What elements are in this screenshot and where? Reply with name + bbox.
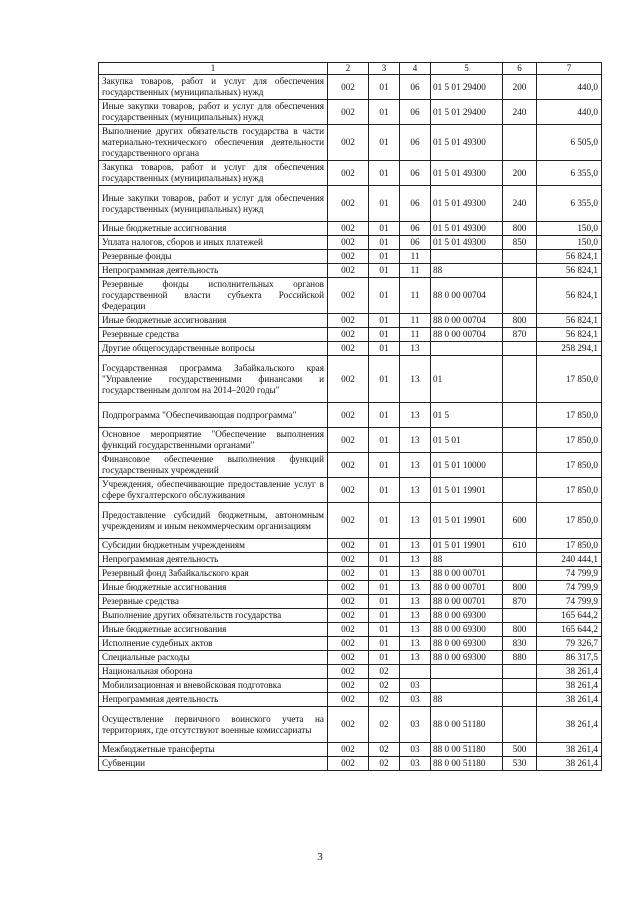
cell-section: 02	[369, 757, 400, 771]
cell-target-article: 88 0 00 69300	[431, 623, 503, 637]
table-row	[99, 125, 602, 161]
cell-target-article: 88 0 00 00701	[431, 581, 503, 595]
cell-admin-code: 002	[328, 75, 369, 100]
cell-expense-type: 800	[503, 314, 537, 328]
cell-section: 01	[369, 125, 400, 161]
cell-name: Резервные фонды	[99, 250, 328, 264]
cell-section: 01	[369, 342, 400, 356]
cell-section: 01	[369, 328, 400, 342]
header-cell-1: 1	[99, 63, 328, 75]
cell-target-article: 88 0 00 00704	[431, 278, 503, 314]
cell-admin-code: 002	[328, 707, 369, 743]
cell-subsection: 13	[400, 539, 431, 553]
cell-admin-code: 002	[328, 553, 369, 567]
cell-amount: 17 850,0	[537, 428, 602, 453]
cell-section: 01	[369, 264, 400, 278]
cell-section: 01	[369, 503, 400, 539]
cell-target-article: 88	[431, 553, 503, 567]
cell-subsection: 06	[400, 75, 431, 100]
cell-expense-type: 880	[503, 651, 537, 665]
cell-name: Финансовое обеспечение выполнения функций государственных учреждений	[99, 453, 328, 478]
cell-admin-code: 002	[328, 453, 369, 478]
header-cell-4: 4	[400, 63, 431, 75]
cell-subsection: 11	[400, 328, 431, 342]
cell-amount: 17 850,0	[537, 453, 602, 478]
table-row	[99, 679, 602, 693]
cell-amount: 150,0	[537, 222, 602, 236]
cell-name: Непрограммная деятельность	[99, 264, 328, 278]
cell-amount: 165 644,2	[537, 609, 602, 623]
cell-name: Иные закупки товаров, работ и услуг для обеспечения государственных (муниципальных) нужд	[99, 186, 328, 222]
cell-expense-type: 800	[503, 222, 537, 236]
cell-amount: 165 644,2	[537, 623, 602, 637]
cell-target-article: 01 5 01 19901	[431, 503, 503, 539]
cell-subsection: 03	[400, 743, 431, 757]
cell-admin-code: 002	[328, 356, 369, 403]
cell-target-article	[431, 665, 503, 679]
cell-name: Резервные средства	[99, 595, 328, 609]
cell-section: 01	[369, 567, 400, 581]
cell-amount: 56 824,1	[537, 278, 602, 314]
cell-admin-code: 002	[328, 665, 369, 679]
cell-subsection: 06	[400, 125, 431, 161]
cell-expense-type	[503, 478, 537, 503]
cell-target-article: 88 0 00 69300	[431, 651, 503, 665]
table-body	[99, 75, 602, 771]
cell-amount: 74 799,9	[537, 567, 602, 581]
cell-admin-code: 002	[328, 236, 369, 250]
cell-amount: 6 355,0	[537, 161, 602, 186]
table-row	[99, 75, 602, 100]
cell-amount: 38 261,4	[537, 743, 602, 757]
cell-target-article: 88 0 00 51180	[431, 743, 503, 757]
cell-subsection: 13	[400, 595, 431, 609]
cell-target-article	[431, 679, 503, 693]
cell-admin-code: 002	[328, 693, 369, 707]
cell-admin-code: 002	[328, 567, 369, 581]
cell-subsection: 13	[400, 428, 431, 453]
cell-subsection: 13	[400, 609, 431, 623]
cell-name: Предоставление субсидий бюджетным, автономным учреждениям и иным некоммерческим организациям	[99, 503, 328, 539]
cell-target-article: 01 5 01 49300	[431, 222, 503, 236]
cell-section: 01	[369, 651, 400, 665]
header-row	[99, 63, 602, 75]
cell-admin-code: 002	[328, 637, 369, 651]
cell-target-article: 88 0 00 51180	[431, 707, 503, 743]
cell-expense-type	[503, 693, 537, 707]
cell-name: Иные бюджетные ассигнования	[99, 581, 328, 595]
header-cell-2: 2	[328, 63, 369, 75]
cell-name: Непрограммная деятельность	[99, 553, 328, 567]
cell-target-article: 01	[431, 356, 503, 403]
cell-section: 01	[369, 581, 400, 595]
cell-subsection: 11	[400, 278, 431, 314]
cell-name: Иные бюджетные ассигнования	[99, 222, 328, 236]
cell-admin-code: 002	[328, 595, 369, 609]
table-row	[99, 161, 602, 186]
cell-name: Резервный фонд Забайкальского края	[99, 567, 328, 581]
cell-section: 01	[369, 609, 400, 623]
cell-amount: 6 505,0	[537, 125, 602, 161]
cell-admin-code: 002	[328, 623, 369, 637]
cell-amount: 38 261,4	[537, 693, 602, 707]
cell-name: Иные закупки товаров, работ и услуг для обеспечения государственных (муниципальных) нужд	[99, 100, 328, 125]
cell-target-article: 01 5 01 49300	[431, 161, 503, 186]
cell-admin-code: 002	[328, 314, 369, 328]
cell-expense-type	[503, 250, 537, 264]
cell-name: Резервные средства	[99, 328, 328, 342]
cell-section: 02	[369, 707, 400, 743]
cell-admin-code: 002	[328, 264, 369, 278]
table-row	[99, 403, 602, 428]
cell-target-article: 01 5 01 29400	[431, 75, 503, 100]
cell-admin-code: 002	[328, 743, 369, 757]
cell-target-article: 88	[431, 693, 503, 707]
cell-subsection: 06	[400, 100, 431, 125]
cell-subsection: 13	[400, 478, 431, 503]
cell-subsection: 13	[400, 403, 431, 428]
cell-amount: 38 261,4	[537, 679, 602, 693]
cell-amount: 38 261,4	[537, 757, 602, 771]
table-row	[99, 453, 602, 478]
cell-expense-type: 610	[503, 539, 537, 553]
cell-subsection: 13	[400, 503, 431, 539]
cell-name: Непрограммная деятельность	[99, 693, 328, 707]
table-row	[99, 553, 602, 567]
cell-section: 01	[369, 637, 400, 651]
cell-target-article	[431, 342, 503, 356]
cell-amount: 6 355,0	[537, 186, 602, 222]
cell-name: Исполнение судебных актов	[99, 637, 328, 651]
cell-target-article: 01 5 01 29400	[431, 100, 503, 125]
cell-expense-type: 850	[503, 236, 537, 250]
table-row	[99, 222, 602, 236]
cell-section: 01	[369, 403, 400, 428]
table-row	[99, 250, 602, 264]
cell-target-article: 88 0 00 69300	[431, 637, 503, 651]
table-row	[99, 581, 602, 595]
table-row	[99, 623, 602, 637]
table-row	[99, 478, 602, 503]
cell-admin-code: 002	[328, 100, 369, 125]
header-cell-5: 5	[431, 63, 503, 75]
cell-section: 01	[369, 161, 400, 186]
table-row	[99, 757, 602, 771]
cell-subsection: 06	[400, 161, 431, 186]
cell-section: 01	[369, 236, 400, 250]
cell-name: Основное мероприятие "Обеспечение выполнения функций государственными органами"	[99, 428, 328, 453]
cell-section: 01	[369, 478, 400, 503]
table-row	[99, 539, 602, 553]
cell-subsection: 11	[400, 250, 431, 264]
table-row	[99, 428, 602, 453]
cell-expense-type: 800	[503, 581, 537, 595]
cell-target-article: 88 0 00 00701	[431, 567, 503, 581]
cell-name: Национальная оборона	[99, 665, 328, 679]
table-row	[99, 314, 602, 328]
cell-target-article: 88	[431, 264, 503, 278]
cell-admin-code: 002	[328, 250, 369, 264]
cell-target-article: 01 5 01 49300	[431, 125, 503, 161]
cell-name: Субсидии бюджетным учреждениям	[99, 539, 328, 553]
cell-expense-type	[503, 125, 537, 161]
cell-subsection: 03	[400, 693, 431, 707]
cell-name: Мобилизационная и вневойсковая подготовка	[99, 679, 328, 693]
cell-admin-code: 002	[328, 503, 369, 539]
cell-admin-code: 002	[328, 428, 369, 453]
cell-target-article: 01 5	[431, 403, 503, 428]
cell-section: 01	[369, 100, 400, 125]
cell-amount: 440,0	[537, 75, 602, 100]
cell-name: Закупка товаров, работ и услуг для обеспечения государственных (муниципальных) нужд	[99, 75, 328, 100]
cell-amount: 86 317,5	[537, 651, 602, 665]
table-row	[99, 186, 602, 222]
cell-amount: 38 261,4	[537, 707, 602, 743]
header-cell-3: 3	[369, 63, 400, 75]
cell-expense-type: 530	[503, 757, 537, 771]
cell-amount: 74 799,9	[537, 581, 602, 595]
table-row	[99, 328, 602, 342]
cell-section: 01	[369, 595, 400, 609]
cell-amount: 17 850,0	[537, 403, 602, 428]
cell-expense-type	[503, 403, 537, 428]
cell-amount: 56 824,1	[537, 328, 602, 342]
cell-name: Закупка товаров, работ и услуг для обеспечения государственных (муниципальных) нужд	[99, 161, 328, 186]
table-row	[99, 595, 602, 609]
cell-section: 01	[369, 186, 400, 222]
table-row	[99, 609, 602, 623]
table-row	[99, 342, 602, 356]
cell-subsection: 13	[400, 356, 431, 403]
header-cell-6: 6	[503, 63, 537, 75]
header-cell-7: 7	[537, 63, 602, 75]
cell-expense-type: 800	[503, 623, 537, 637]
cell-expense-type	[503, 428, 537, 453]
cell-admin-code: 002	[328, 278, 369, 314]
cell-admin-code: 002	[328, 161, 369, 186]
cell-section: 01	[369, 623, 400, 637]
cell-section: 01	[369, 314, 400, 328]
cell-name: Резервные фонды исполнительных органов государственной власти субъекта Российской Федерации	[99, 278, 328, 314]
cell-subsection: 06	[400, 186, 431, 222]
cell-amount: 74 799,9	[537, 595, 602, 609]
cell-amount: 17 850,0	[537, 478, 602, 503]
cell-expense-type: 870	[503, 595, 537, 609]
cell-target-article: 01 5 01 19901	[431, 478, 503, 503]
cell-amount: 440,0	[537, 100, 602, 125]
cell-expense-type	[503, 567, 537, 581]
cell-admin-code: 002	[328, 222, 369, 236]
cell-expense-type	[503, 553, 537, 567]
cell-amount: 150,0	[537, 236, 602, 250]
cell-subsection: 13	[400, 453, 431, 478]
cell-expense-type	[503, 707, 537, 743]
table-row	[99, 356, 602, 403]
cell-admin-code: 002	[328, 539, 369, 553]
cell-section: 02	[369, 665, 400, 679]
table-row	[99, 100, 602, 125]
cell-subsection: 13	[400, 567, 431, 581]
cell-admin-code: 002	[328, 403, 369, 428]
table-row	[99, 693, 602, 707]
cell-name: Иные бюджетные ассигнования	[99, 623, 328, 637]
cell-section: 02	[369, 693, 400, 707]
cell-target-article: 88 0 00 00704	[431, 314, 503, 328]
cell-target-article: 01 5 01 49300	[431, 186, 503, 222]
cell-expense-type	[503, 665, 537, 679]
cell-amount: 17 850,0	[537, 503, 602, 539]
cell-subsection: 13	[400, 581, 431, 595]
cell-target-article: 88 0 00 51180	[431, 757, 503, 771]
cell-expense-type	[503, 679, 537, 693]
table-row	[99, 278, 602, 314]
cell-name: Другие общегосударственные вопросы	[99, 342, 328, 356]
cell-subsection: 11	[400, 264, 431, 278]
cell-name: Выполнение других обязательств государства в части материально-технического обеспечения деятельности государственного органа	[99, 125, 328, 161]
cell-expense-type	[503, 278, 537, 314]
cell-expense-type: 240	[503, 186, 537, 222]
cell-subsection: 03	[400, 757, 431, 771]
cell-subsection: 11	[400, 314, 431, 328]
table-row	[99, 264, 602, 278]
cell-amount: 240 444,1	[537, 553, 602, 567]
cell-target-article	[431, 250, 503, 264]
cell-name: Подпрограмма "Обеспечивающая подпрограмма"	[99, 403, 328, 428]
cell-name: Осуществление первичного воинского учета на территориях, где отсутствуют военные комиссариаты	[99, 707, 328, 743]
cell-subsection: 13	[400, 553, 431, 567]
cell-target-article: 88 0 00 69300	[431, 609, 503, 623]
budget-table	[98, 62, 602, 771]
table-row	[99, 503, 602, 539]
cell-expense-type: 200	[503, 161, 537, 186]
cell-section: 02	[369, 679, 400, 693]
cell-section: 01	[369, 222, 400, 236]
cell-target-article: 01 5 01 19901	[431, 539, 503, 553]
cell-admin-code: 002	[328, 609, 369, 623]
cell-section: 01	[369, 75, 400, 100]
cell-target-article: 01 5 01	[431, 428, 503, 453]
cell-admin-code: 002	[328, 186, 369, 222]
cell-expense-type: 240	[503, 100, 537, 125]
cell-name: Специальные расходы	[99, 651, 328, 665]
cell-target-article: 01 5 01 10000	[431, 453, 503, 478]
cell-admin-code: 002	[328, 342, 369, 356]
cell-subsection: 13	[400, 342, 431, 356]
cell-admin-code: 002	[328, 125, 369, 161]
cell-amount: 56 824,1	[537, 264, 602, 278]
table-row	[99, 637, 602, 651]
cell-subsection: 03	[400, 679, 431, 693]
cell-expense-type	[503, 342, 537, 356]
cell-section: 01	[369, 453, 400, 478]
cell-section: 01	[369, 356, 400, 403]
cell-subsection: 03	[400, 707, 431, 743]
cell-section: 02	[369, 743, 400, 757]
cell-amount: 17 850,0	[537, 356, 602, 403]
cell-amount: 56 824,1	[537, 250, 602, 264]
cell-subsection: 13	[400, 637, 431, 651]
cell-admin-code: 002	[328, 328, 369, 342]
cell-amount: 79 326,7	[537, 637, 602, 651]
cell-target-article: 01 5 01 49300	[431, 236, 503, 250]
cell-target-article: 88 0 00 00704	[431, 328, 503, 342]
cell-expense-type: 830	[503, 637, 537, 651]
cell-name: Выполнение других обязательств государства	[99, 609, 328, 623]
cell-expense-type	[503, 453, 537, 478]
cell-name: Учреждения, обеспечивающие предоставление услуг в сфере бухгалтерского обслуживания	[99, 478, 328, 503]
cell-target-article: 88 0 00 00701	[431, 595, 503, 609]
cell-amount: 258 294,1	[537, 342, 602, 356]
table-row	[99, 651, 602, 665]
cell-expense-type	[503, 356, 537, 403]
cell-name: Иные бюджетные ассигнования	[99, 314, 328, 328]
cell-expense-type	[503, 264, 537, 278]
cell-name: Межбюджетные трансферты	[99, 743, 328, 757]
table-row	[99, 665, 602, 679]
cell-section: 01	[369, 539, 400, 553]
cell-subsection: 13	[400, 623, 431, 637]
cell-admin-code: 002	[328, 651, 369, 665]
cell-section: 01	[369, 250, 400, 264]
cell-expense-type: 200	[503, 75, 537, 100]
cell-section: 01	[369, 278, 400, 314]
cell-section: 01	[369, 428, 400, 453]
page-number: 3	[317, 851, 323, 863]
cell-subsection: 13	[400, 651, 431, 665]
cell-name: Уплата налогов, сборов и иных платежей	[99, 236, 328, 250]
cell-subsection: 06	[400, 222, 431, 236]
cell-expense-type: 870	[503, 328, 537, 342]
cell-amount: 17 850,0	[537, 539, 602, 553]
cell-subsection	[400, 665, 431, 679]
cell-admin-code: 002	[328, 478, 369, 503]
table-row	[99, 743, 602, 757]
table-row	[99, 236, 602, 250]
cell-amount: 56 824,1	[537, 314, 602, 328]
cell-admin-code: 002	[328, 581, 369, 595]
cell-subsection: 06	[400, 236, 431, 250]
table-row	[99, 567, 602, 581]
cell-expense-type	[503, 609, 537, 623]
cell-admin-code: 002	[328, 757, 369, 771]
cell-expense-type: 600	[503, 503, 537, 539]
table-row	[99, 707, 602, 743]
cell-section: 01	[369, 553, 400, 567]
cell-amount: 38 261,4	[537, 665, 602, 679]
cell-admin-code: 002	[328, 679, 369, 693]
cell-expense-type: 500	[503, 743, 537, 757]
cell-name: Государственная программа Забайкальского края "Управление государственными финансами и государственным долгом на 2014–2020 годы"	[99, 356, 328, 403]
cell-name: Субвенции	[99, 757, 328, 771]
